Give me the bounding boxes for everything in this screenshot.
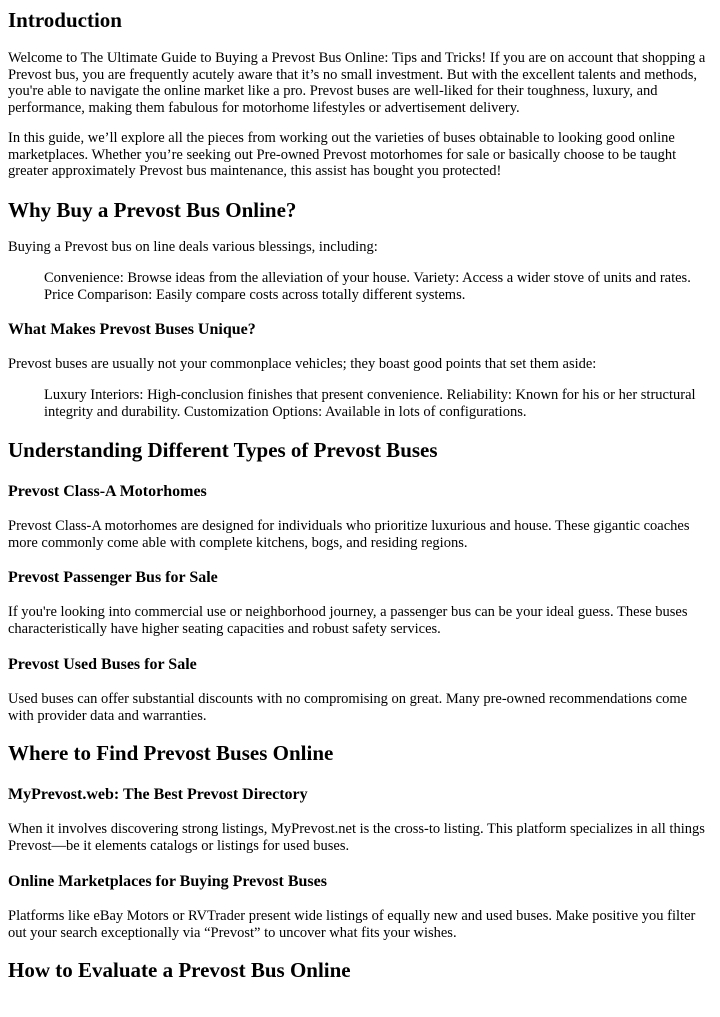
marketplaces-heading: Online Marketplaces for Buying Prevost Buses <box>8 873 327 890</box>
classa-paragraph: Prevost Class-A motorhomes are designed for individuals who prioritize luxurious and house. These gigantic coaches more commonly come able with complete kitchens, bogs, and residing regions. <box>8 518 690 551</box>
classa-heading: Prevost Class-A Motorhomes <box>8 483 207 500</box>
intro-heading: Introduction <box>8 8 122 32</box>
unique-list: Luxury Interiors: High-conclusion finishes that present convenience. Reliability: Known for his or her structural integrity and durability. Customization Options: Available in lots of configurations. <box>44 387 696 420</box>
evaluate-heading: How to Evaluate a Prevost Bus Online <box>8 958 351 982</box>
intro-paragraph-1: Welcome to The Ultimate Guide to Buying a Prevost Bus Online: Tips and Tricks! If you are on account that shopping a Prevost bus, you are frequently acutely aware that it’s no small investment. But with the excellent talents and methods, you're able to navigate the online market like a pro. Prevost buses are well-liked for their toughness, luxury, and performance, making them fabulous for motorhome lifestyles or advertisement delivery. <box>8 50 706 116</box>
why-list: Convenience: Browse ideas from the alleviation of your house. Variety: Access a wider stove of units and rates. Price Comparison: Easily compare costs across totally different systems. <box>44 270 691 303</box>
used-heading: Prevost Used Buses for Sale <box>8 656 197 673</box>
used-paragraph: Used buses can offer substantial discounts with no compromising on great. Many pre-owned recommendations come with provider data and warranties. <box>8 691 688 724</box>
why-heading: Why Buy a Prevost Bus Online? <box>8 198 297 222</box>
types-heading: Understanding Different Types of Prevost Buses <box>8 438 438 462</box>
myprevost-paragraph: When it involves discovering strong listings, MyPrevost.net is the cross-to listing. This platform specializes in all things Prevost—be it elements catalogs or listings for used buses. <box>8 821 705 854</box>
intro-paragraph-2: In this guide, we’ll explore all the pieces from working out the varieties of buses obtainable to looking good online marketplaces. Whether you’re seeking out Pre-owned Prevost motorhomes for sale or basically choose to be taught greater approximately Prevost bus maintenance, this assist has bought you protected! <box>8 130 677 180</box>
why-paragraph: Buying a Prevost bus on line deals various blessings, including: <box>8 239 378 255</box>
myprevost-heading: MyPrevost.web: The Best Prevost Directory <box>8 786 308 803</box>
where-heading: Where to Find Prevost Buses Online <box>8 741 334 765</box>
passenger-paragraph: If you're looking into commercial use or neighborhood journey, a passenger bus can be your ideal guess. These buses characteristically have higher seating capacities and robust safety services. <box>8 604 688 637</box>
unique-paragraph: Prevost buses are usually not your commonplace vehicles; they boast good points that set them aside: <box>8 356 597 372</box>
marketplaces-paragraph: Platforms like eBay Motors or RVTrader present wide listings of equally new and used buses. Make positive you filter out your search exceptionally via “Prevost” to uncover what fits your wishes. <box>8 908 696 941</box>
unique-heading: What Makes Prevost Buses Unique? <box>8 321 256 338</box>
passenger-heading: Prevost Passenger Bus for Sale <box>8 569 218 586</box>
